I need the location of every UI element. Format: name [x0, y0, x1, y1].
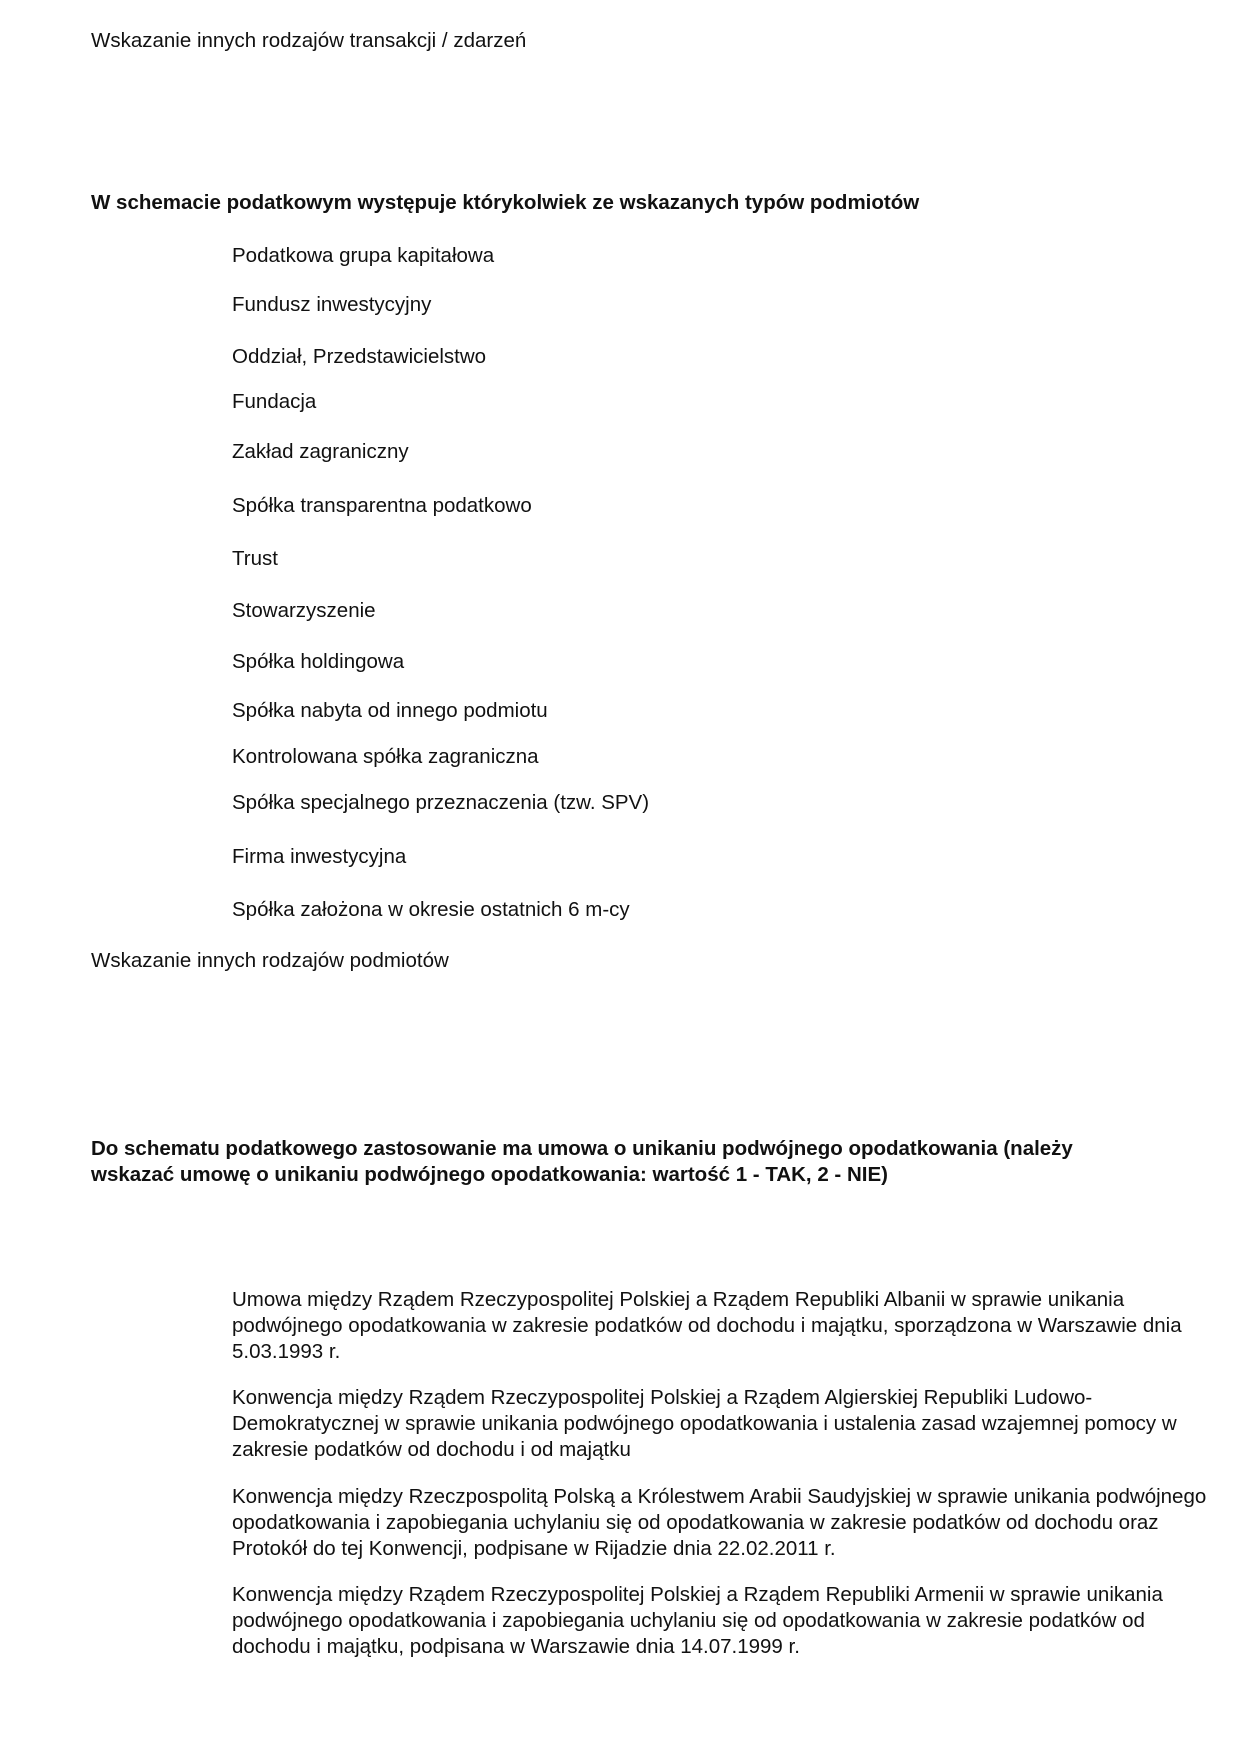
treaty-item — [232, 1582, 1232, 1660]
treaty-heading-line: wskazać umowę o unikaniu podwójnego opodatkowania: wartość 1 - TAK, 2 - NIE) — [91, 1163, 888, 1186]
entity-type-item: Trust — [232, 547, 278, 570]
entity-type-item: Spółka założona w okresie ostatnich 6 m-cy — [232, 898, 630, 921]
treaty-line: Demokratycznej w sprawie unikania podwójnego opodatkowania i ustalenia zasad wzajemnej pomocy w — [232, 1412, 1177, 1435]
entity-type-item: Zakład zagraniczny — [232, 440, 409, 463]
treaty-line: Konwencja między Rządem Rzeczypospolitej Polskiej a Rządem Algierskiej Republiki Ludowo- — [232, 1386, 1093, 1409]
entity-type-item: Fundusz inwestycyjny — [232, 293, 432, 316]
treaty-line: podwójnego opodatkowania i zapobiegania uchylaniu się od opodatkowania w zakresie podatków od — [232, 1609, 1145, 1632]
treaty-line: zakresie podatków od dochodu i od majątku — [232, 1438, 631, 1461]
treaty-line: 5.03.1993 r. — [232, 1340, 341, 1363]
entity-type-item: Stowarzyszenie — [232, 599, 376, 622]
treaty-line: Protokół do tej Konwencji, podpisane w Rijadzie dnia 22.02.2011 r. — [232, 1537, 836, 1560]
entity-type-item: Spółka transparentna podatkowo — [232, 494, 532, 517]
treaty-item — [232, 1287, 1232, 1365]
treaty-line: Konwencja między Rzeczpospolitą Polską a Królestwem Arabii Saudyjskiej w sprawie unikania podwójnego — [232, 1485, 1207, 1508]
entity-type-item: Oddział, Przedstawicielstwo — [232, 345, 487, 368]
treaty-item — [232, 1385, 1232, 1463]
entity-type-item: Spółka nabyta od innego podmiotu — [232, 699, 548, 722]
treaty-line: podwójnego opodatkowania w zakresie podatków od dochodu i majątku, sporządzona w Warszawie dnia — [232, 1314, 1182, 1337]
entity-type-item: Kontrolowana spółka zagraniczna — [232, 745, 539, 768]
other-transactions-label: Wskazanie innych rodzajów transakcji / zdarzeń — [91, 29, 527, 52]
entity-type-item: Fundacja — [232, 390, 317, 413]
entity-type-item: Spółka holdingowa — [232, 650, 405, 673]
other-entities-label: Wskazanie innych rodzajów podmiotów — [91, 949, 449, 972]
entity-types-heading: W schemacie podatkowym występuje którykolwiek ze wskazanych typów podmiotów — [91, 191, 920, 214]
treaty-heading-line: Do schematu podatkowego zastosowanie ma umowa o unikaniu podwójnego opodatkowania (należy — [91, 1137, 1073, 1160]
treaty-item — [232, 1484, 1232, 1562]
treaty-line: opodatkowania i zapobiegania uchylaniu się od opodatkowania w zakresie podatków od dochodu oraz — [232, 1511, 1159, 1534]
treaty-line: dochodu i majątku, podpisana w Warszawie dnia 14.07.1999 r. — [232, 1635, 800, 1658]
entity-type-item: Podatkowa grupa kapitałowa — [232, 244, 495, 267]
entity-type-item: Firma inwestycyjna — [232, 845, 407, 868]
treaty-line: Konwencja między Rządem Rzeczypospolitej Polskiej a Rządem Republiki Armenii w sprawie unikania — [232, 1583, 1163, 1606]
entity-type-item: Spółka specjalnego przeznaczenia (tzw. SPV) — [232, 791, 650, 814]
treaty-line: Umowa między Rządem Rzeczypospolitej Polskiej a Rządem Republiki Albanii w sprawie unikania — [232, 1288, 1125, 1311]
treaty-heading — [91, 1136, 1073, 1188]
